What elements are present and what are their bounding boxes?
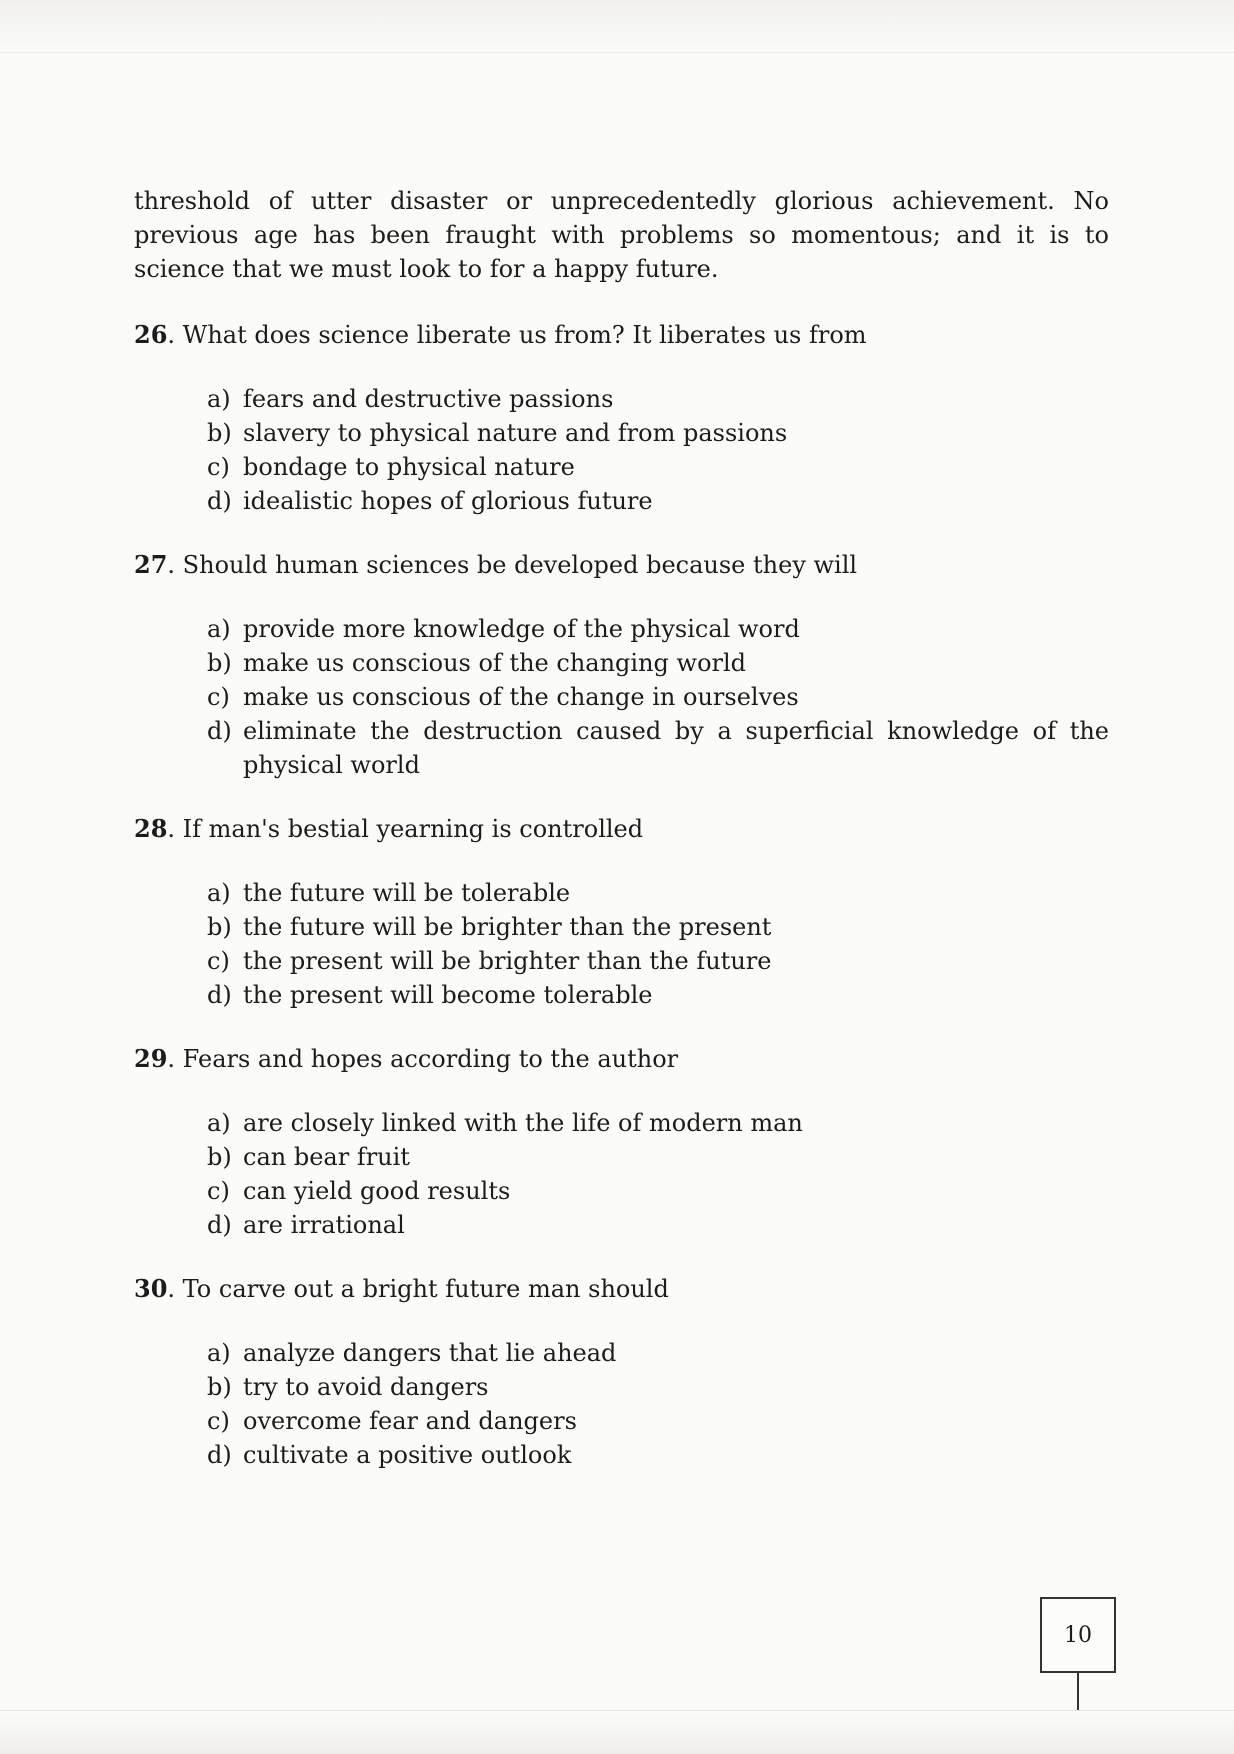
option-text: slavery to physical nature and from passions	[243, 419, 788, 447]
option-letter: a)	[207, 879, 231, 907]
option-text: try to avoid dangers	[243, 1373, 489, 1401]
option-letter: a)	[207, 1339, 231, 1367]
option-d	[207, 978, 1109, 1012]
question-28-options	[134, 876, 1109, 1012]
option-c	[207, 450, 1109, 484]
option-d	[207, 484, 1109, 518]
option-b	[207, 646, 1109, 680]
option-letter: b)	[207, 419, 232, 447]
question-text: . If man's bestial yearning is controlled	[167, 815, 644, 843]
question-number: 30	[134, 1274, 168, 1303]
option-text: eliminate the destruction caused by a superficial knowledge of the physical world	[243, 717, 1109, 779]
option-letter: a)	[207, 385, 231, 413]
option-text: the future will be brighter than the present	[243, 913, 772, 941]
option-letter: b)	[207, 1143, 232, 1171]
option-letter: d)	[207, 487, 232, 515]
option-text: are closely linked with the life of modern man	[243, 1109, 803, 1137]
option-text: can bear fruit	[243, 1143, 410, 1171]
option-a	[207, 1106, 1109, 1140]
question-26	[134, 318, 1109, 352]
option-letter: c)	[207, 947, 230, 975]
option-text: the present will become tolerable	[243, 981, 653, 1009]
option-letter: a)	[207, 1109, 231, 1137]
option-letter: b)	[207, 649, 232, 677]
option-text: overcome fear and dangers	[243, 1407, 577, 1435]
question-28	[134, 812, 1109, 846]
question-29	[134, 1042, 1109, 1076]
option-b	[207, 1140, 1109, 1174]
option-c	[207, 1404, 1109, 1438]
option-text: provide more knowledge of the physical word	[243, 615, 800, 643]
question-text: . What does science liberate us from? It liberates us from	[167, 321, 867, 349]
option-b	[207, 1370, 1109, 1404]
question-text: . Should human sciences be developed because they will	[167, 551, 858, 579]
option-letter: d)	[207, 1441, 232, 1469]
option-d	[207, 714, 1109, 782]
question-number: 29	[134, 1044, 168, 1073]
question-number: 26	[134, 320, 168, 349]
option-a	[207, 612, 1109, 646]
scan-top-edge	[0, 0, 1234, 53]
option-letter: c)	[207, 1177, 230, 1205]
scan-bottom-edge	[0, 1710, 1234, 1754]
option-letter: d)	[207, 717, 232, 745]
question-29-options	[134, 1106, 1109, 1242]
option-text: make us conscious of the change in ourselves	[243, 683, 799, 711]
option-text: cultivate a positive outlook	[243, 1441, 572, 1469]
option-letter: b)	[207, 913, 232, 941]
question-26-options	[134, 382, 1109, 518]
question-text: . Fears and hopes according to the author	[167, 1045, 679, 1073]
option-b	[207, 416, 1109, 450]
option-text: bondage to physical nature	[243, 453, 575, 481]
option-a	[207, 1336, 1109, 1370]
option-letter: b)	[207, 1373, 232, 1401]
question-30	[134, 1272, 1109, 1306]
option-letter: c)	[207, 1407, 230, 1435]
option-text: fears and destructive passions	[243, 385, 614, 413]
option-a	[207, 382, 1109, 416]
option-letter: d)	[207, 981, 232, 1009]
option-letter: c)	[207, 453, 230, 481]
option-text: idealistic hopes of glorious future	[243, 487, 653, 515]
option-d	[207, 1438, 1109, 1472]
option-c	[207, 1174, 1109, 1208]
page-number-tick	[1077, 1671, 1079, 1711]
option-letter: c)	[207, 683, 230, 711]
question-27	[134, 548, 1109, 582]
page-number: 10	[1040, 1597, 1116, 1673]
option-text: analyze dangers that lie ahead	[243, 1339, 617, 1367]
option-b	[207, 910, 1109, 944]
question-number: 27	[134, 550, 168, 579]
question-30-options	[134, 1336, 1109, 1472]
option-text: are irrational	[243, 1211, 405, 1239]
question-27-options	[134, 612, 1109, 782]
option-text: can yield good results	[243, 1177, 511, 1205]
option-c	[207, 680, 1109, 714]
option-text: the future will be tolerable	[243, 879, 571, 907]
page-content	[134, 184, 1109, 1502]
question-number: 28	[134, 814, 168, 843]
option-c	[207, 944, 1109, 978]
option-a	[207, 876, 1109, 910]
option-d	[207, 1208, 1109, 1242]
passage-paragraph: threshold of utter disaster or unprecedentedly glorious achievement. No previous age has been fraught with problems so momentous; and it is to science that we must look to for a happy future.	[134, 187, 1109, 283]
option-text: make us conscious of the changing world	[243, 649, 747, 677]
option-letter: a)	[207, 615, 231, 643]
question-text: . To carve out a bright future man should	[167, 1275, 669, 1303]
option-letter: d)	[207, 1211, 232, 1239]
option-text: the present will be brighter than the future	[243, 947, 772, 975]
